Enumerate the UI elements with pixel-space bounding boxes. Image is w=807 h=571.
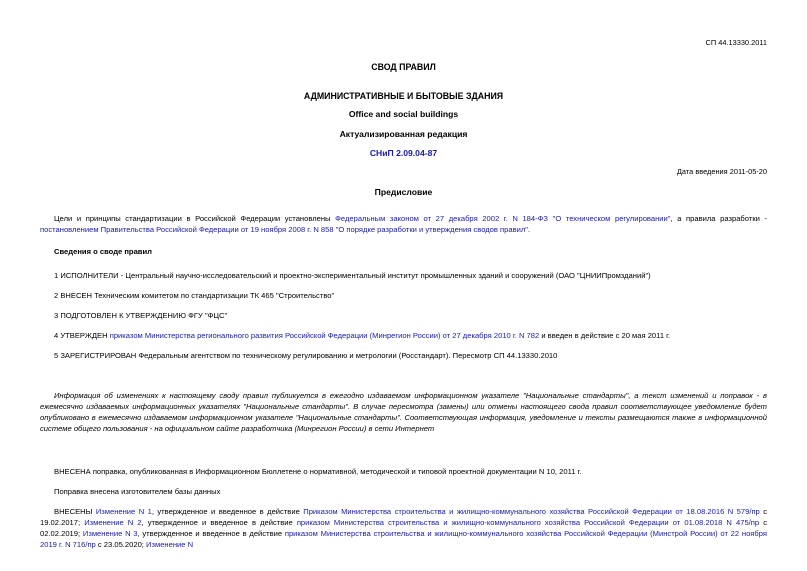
info-item-4 — [54, 330, 767, 341]
snip-link[interactable]: СНиП 2.09.04-87 — [369, 148, 438, 158]
preface-text-a: Цели и принципы стандартизации в Российской Федерации установлены — [54, 214, 336, 223]
info-item-3: 3 ПОДГОТОВЛЕН К УТВЕРЖДЕНИЮ ФГУ "ФЦС" — [54, 311, 228, 320]
document-title: АДМИНИСТРАТИВНЫЕ И БЫТОВЫЕ ЗДАНИЯ — [303, 91, 504, 101]
amendments-text-a: ВНЕСЕНЫ — [54, 507, 96, 516]
document-title-en: Office and social buildings — [348, 109, 459, 119]
preface-heading: Предисловие — [374, 187, 433, 197]
amendment-3-link[interactable]: Изменение N 3 — [82, 529, 138, 538]
document-code: СП 44.13330.2011 — [705, 38, 767, 47]
amendments-text-f: , утвержденное и введенное в действие — [137, 529, 285, 538]
amendment-2-link[interactable]: Изменение N 2 — [84, 518, 142, 527]
amendments-text-b: , утвержденное и введенное в действие — [151, 507, 304, 516]
federal-law-link[interactable]: Федеральным законом от 27 декабря 2002 г. N 184-ФЗ "О техническом регулировании" — [335, 214, 671, 223]
edition-label: Актуализированная редакция — [339, 129, 468, 139]
document-kind: СВОД ПРАВИЛ — [371, 62, 436, 72]
info-item-2: 2 ВНЕСЕН Техническим комитетом по стандартизации ТК 465 "Строительство" — [54, 291, 335, 300]
amendments-text-d: , утвержденное и введенное в действие — [141, 518, 297, 527]
amendment-next-link[interactable]: Изменение N — [146, 540, 194, 549]
info-heading: Сведения о своде правил — [54, 247, 152, 256]
amendments-paragraph — [40, 506, 767, 550]
ministry-order-link[interactable]: приказом Министерства регионального развития Российской Федерации (Минрегион России) от 27 декабря 2010 г. N 782 — [109, 331, 540, 340]
order-716-link[interactable]: приказом Министерства строительства и жилищно-коммунального хозяйства Российской Федерации (Минстрой России) от 22 ноября 2019 г. N 716/пр — [40, 529, 768, 549]
database-note: Поправка внесена изготовителем базы данных — [54, 487, 221, 496]
amendments-text-g: с 23.05.2020; — [95, 540, 147, 549]
amendments-text-c: с 19.02.2017; — [40, 507, 768, 527]
amendment-1-link[interactable]: Изменение N 1 — [95, 507, 152, 516]
item4-text-b: и введен в действие с 20 мая 2011 г. — [539, 331, 671, 340]
info-item-5: 5 ЗАРЕГИСТРИРОВАН Федеральным агентством по техническому регулированию и метрологии (Росстандарт). Пересмотр СП 44.13330.2010 — [54, 351, 558, 360]
item4-text-a: 4 УТВЕРЖДЕН — [54, 331, 110, 340]
preface-text-b: , а правила разработки - — [670, 214, 768, 223]
order-579-link[interactable]: Приказом Министерства строительства и жилищно-коммунального хозяйства Российской Федерации от 18.08.2016 N 579/пр — [303, 507, 760, 516]
info-item-1: 1 ИСПОЛНИТЕЛИ - Центральный научно-исследовательский и проектно-экспериментальный институт промышленных зданий и сооружений (ОАО "ЦНИИПромзданий") — [54, 271, 651, 280]
correction-note: ВНЕСЕНА поправка, опубликованная в Информационном Бюллетене о нормативной, методической и типовой проектной документации N 10, 2011 г. — [54, 467, 582, 476]
preface-paragraph — [40, 213, 767, 235]
amendments-text-e: с 02.02.2019; — [40, 518, 767, 538]
changes-info-note: Информация об изменениях к настоящему своду правил публикуется в ежегодно издаваемом информационном указателе "Национальные стандарты", а текст изменений и поправок - в ежемесячно издаваемых информационных указателях "Национальные стандарты". В случае пересмотра (замены) или отмены настоящего свода правил соответствующее уведомление будет опубликовано в ежемесячно издаваемом информационном указателе "Национальные стандарты". Соответствующая информация, уведомление и тексты размещаются также в информационной системе общего пользования - на официальном сайте разработчика (Минрегион России) в сети Интернет — [40, 391, 767, 433]
effective-date: Дата введения 2011-05-20 — [676, 167, 767, 176]
preface-text-c: . — [528, 225, 531, 234]
government-decree-link[interactable]: постановлением Правительства Российской Федерации от 19 ноября 2008 г. N 858 "О порядке разработки и утверждения сводов правил" — [40, 225, 529, 234]
order-475-link[interactable]: приказом Министерства строительства и жилищно-коммунального хозяйства Российской Федерации от 01.08.2018 N 475/пр — [296, 518, 760, 527]
